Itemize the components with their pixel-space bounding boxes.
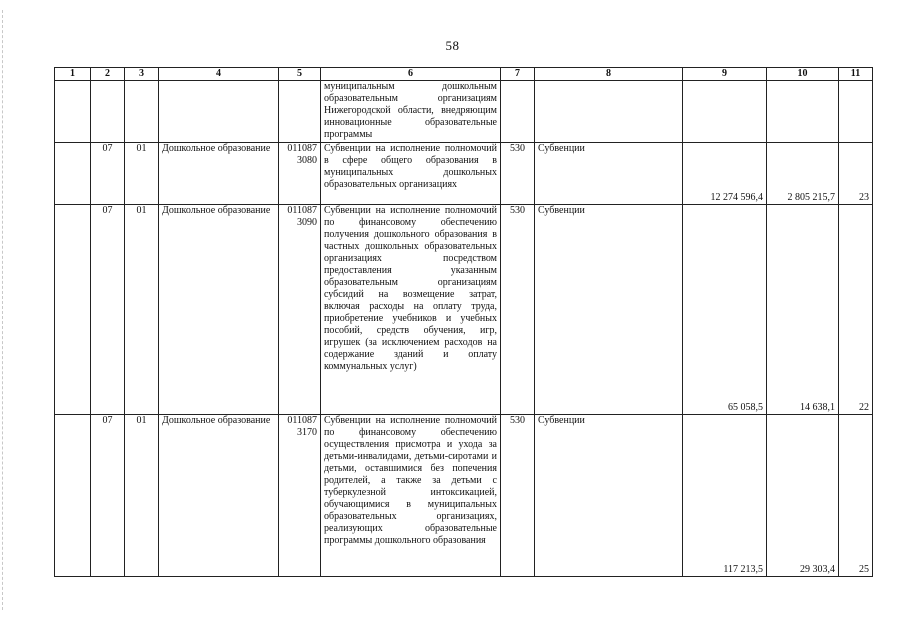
header-col-9: 9 [683, 68, 767, 81]
header-col-7: 7 [501, 68, 535, 81]
header-col-8: 8 [535, 68, 683, 81]
cell-section-name: Дошкольное образование [159, 143, 279, 205]
header-col-2: 2 [91, 68, 125, 81]
cell-section [91, 81, 125, 143]
cell-col-1 [55, 415, 91, 577]
cell-description: Субвенции на исполнение полномочий в сфере общего образования в муниципальных дошкольных образовательных организациях [321, 143, 501, 205]
cell-target-code [279, 81, 321, 143]
cell-target-code: 011087 3090 [279, 205, 321, 415]
cell-section: 07 [91, 415, 125, 577]
cell-subsection [125, 81, 159, 143]
cell-col-11 [839, 81, 873, 143]
table-row [55, 81, 873, 143]
cell-expense-code: 530 [501, 415, 535, 577]
header-col-1: 1 [55, 68, 91, 81]
scan-edge-mark [2, 10, 4, 610]
table-row [55, 415, 873, 577]
header-col-11: 11 [839, 68, 873, 81]
table-row [55, 205, 873, 415]
cell-section-name: Дошкольное образование [159, 415, 279, 577]
cell-section-name: Дошкольное образование [159, 205, 279, 415]
cell-amount-part: 14 638,1 [767, 205, 839, 415]
cell-target-code: 011087 3080 [279, 143, 321, 205]
header-col-5: 5 [279, 68, 321, 81]
cell-section-name [159, 81, 279, 143]
cell-col-11: 23 [839, 143, 873, 205]
cell-section: 07 [91, 205, 125, 415]
cell-col-1 [55, 143, 91, 205]
budget-table [54, 67, 873, 577]
cell-amount-total [683, 81, 767, 143]
table-header-row [55, 68, 873, 81]
cell-target-code: 011087 3170 [279, 415, 321, 577]
cell-description: муниципальным дошкольным образовательным организациям Нижегородской области, внедряющим инновационные образовательные программы [321, 81, 501, 143]
cell-expense-code [501, 81, 535, 143]
cell-col-1 [55, 81, 91, 143]
table-row [55, 143, 873, 205]
cell-description: Субвенции на исполнение полномочий по финансовому обеспечению получения дошкольного образования в частных дошкольных образовательных организациях посредством предоставления указанным образовательным организациям субсидий на возмещение затрат, включая расходы на оплату труда, приобретение учебников и учебных пособий, средств обучения, игр, игрушек (за исключением расходов на содержание зданий и оплату коммунальных услуг) [321, 205, 501, 415]
header-col-3: 3 [125, 68, 159, 81]
cell-subsection: 01 [125, 205, 159, 415]
cell-col-1 [55, 205, 91, 415]
cell-description: Субвенции на исполнение полномочий по финансовому обеспечению осуществления присмотра и ухода за детьми-инвалидами, детьми-сиротами и детьми, оставшимися без попечения родителей, а также за детьми с туберкулезной интоксикацией, обучающимися в муниципальных образовательных организациях, реализующих образовательные программы дошкольного образования [321, 415, 501, 577]
cell-expense-code: 530 [501, 205, 535, 415]
cell-col-11: 25 [839, 415, 873, 577]
cell-amount-total: 117 213,5 [683, 415, 767, 577]
cell-amount-part: 2 805 215,7 [767, 143, 839, 205]
cell-expense-type [535, 81, 683, 143]
cell-subsection: 01 [125, 415, 159, 577]
cell-expense-type: Субвенции [535, 415, 683, 577]
cell-col-11: 22 [839, 205, 873, 415]
cell-amount-part: 29 303,4 [767, 415, 839, 577]
cell-amount-total: 12 274 596,4 [683, 143, 767, 205]
cell-expense-type: Субвенции [535, 143, 683, 205]
header-col-4: 4 [159, 68, 279, 81]
cell-amount-total: 65 058,5 [683, 205, 767, 415]
header-col-6: 6 [321, 68, 501, 81]
cell-subsection: 01 [125, 143, 159, 205]
cell-expense-code: 530 [501, 143, 535, 205]
header-col-10: 10 [767, 68, 839, 81]
page-number: 58 [445, 38, 460, 53]
cell-section: 07 [91, 143, 125, 205]
cell-amount-part [767, 81, 839, 143]
cell-expense-type: Субвенции [535, 205, 683, 415]
